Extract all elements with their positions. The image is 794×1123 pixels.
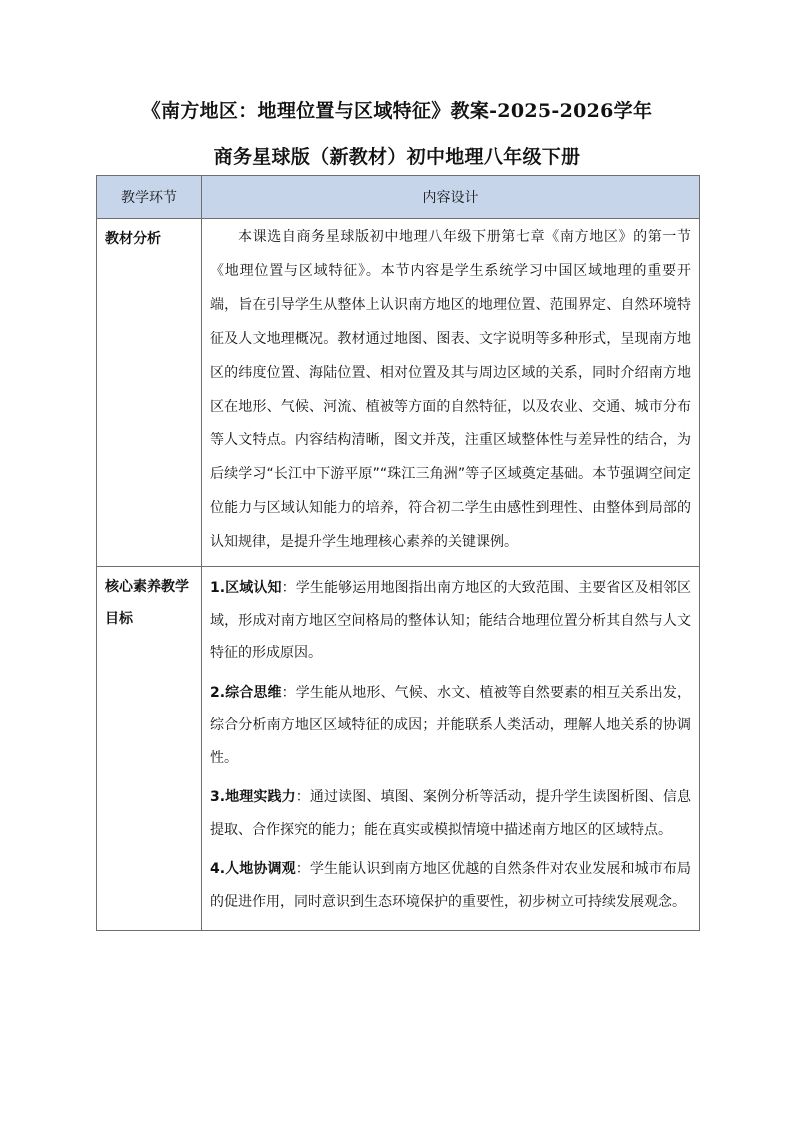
goal-title: 1.区域认知 <box>210 580 282 597</box>
document-title-line-1: 《南方地区：地理位置与区域特征》教案-2025-2026学年 <box>141 100 653 122</box>
goal-item <box>210 853 691 918</box>
lesson-plan-table <box>96 175 700 931</box>
analysis-text: 本课选自商务星球版初中地理八年级下册第七章《南方地区》的第一节《地理位置与区域特征》。本节内容是学生系统学习中国区域地理的重要开端，旨在引导学生从整体上认识南方地区的地理位置、范围界定、自然环境特征及人文地理概况。教材通过地图、图表、文字说明等多种形式，呈现南方地区的纬度位置、海陆位置、相对位置及其与周边区域的关系，同时介绍南方地区在地形、气候、河流、植被等方面的自然特征，以及农业、交通、城市分布等人文特点。内容结构清晰，图文并茂，注重区域整体性与差异性的结合，为后续学习“长江中下游平原”“珠江三角洲”等子区域奠定基础。本节强调空间定位能力与区域认知能力的培养，符合初二学生由感性到理性、由整体到局部的认知规律，是提升学生地理核心素养的关键课例。 <box>210 229 691 551</box>
goal-text: ：学生能够运用地图指出南方地区的大致范围、主要省区及相邻区域，形成对南方地区空间格局的整体认知；能结合地理位置分析其自然与人文特征的形成原因。 <box>210 580 691 662</box>
row-label-goals: 核心素养教学目标 <box>105 579 189 628</box>
goal-item <box>210 781 691 846</box>
goal-title: 3.地理实践力 <box>210 789 296 806</box>
goal-item <box>210 677 691 775</box>
goal-text: ：通过读图、填图、案例分析等活动，提升学生读图析图、信息提取、合作探究的能力；能在真实或模拟情境中描述南方地区的区域特点。 <box>210 789 692 838</box>
header-content-design: 内容设计 <box>202 176 700 219</box>
table-row-goals <box>97 567 700 931</box>
goals-list <box>202 567 699 930</box>
goal-title: 2.综合思维 <box>210 684 282 701</box>
goal-title: 4.人地协调观 <box>210 861 296 878</box>
table-header-row <box>97 176 700 219</box>
goal-item <box>210 572 691 670</box>
row-label-analysis: 教材分析 <box>105 231 161 247</box>
header-teaching-stage: 教学环节 <box>97 176 202 219</box>
document-title-line-2: 商务星球版（新教材）初中地理八年级下册 <box>213 146 581 168</box>
goal-text: ：学生能认识到南方地区优越的自然条件对农业发展和城市布局的促进作用，同时意识到生态环境保护的重要性，初步树立可持续发展观念。 <box>210 861 692 910</box>
goal-text: ：学生能从地形、气候、水文、植被等自然要素的相互关系出发，综合分析南方地区区域特征的成因；并能联系人类活动，理解人地关系的协调性。 <box>210 684 691 766</box>
table-row-analysis <box>97 219 700 567</box>
